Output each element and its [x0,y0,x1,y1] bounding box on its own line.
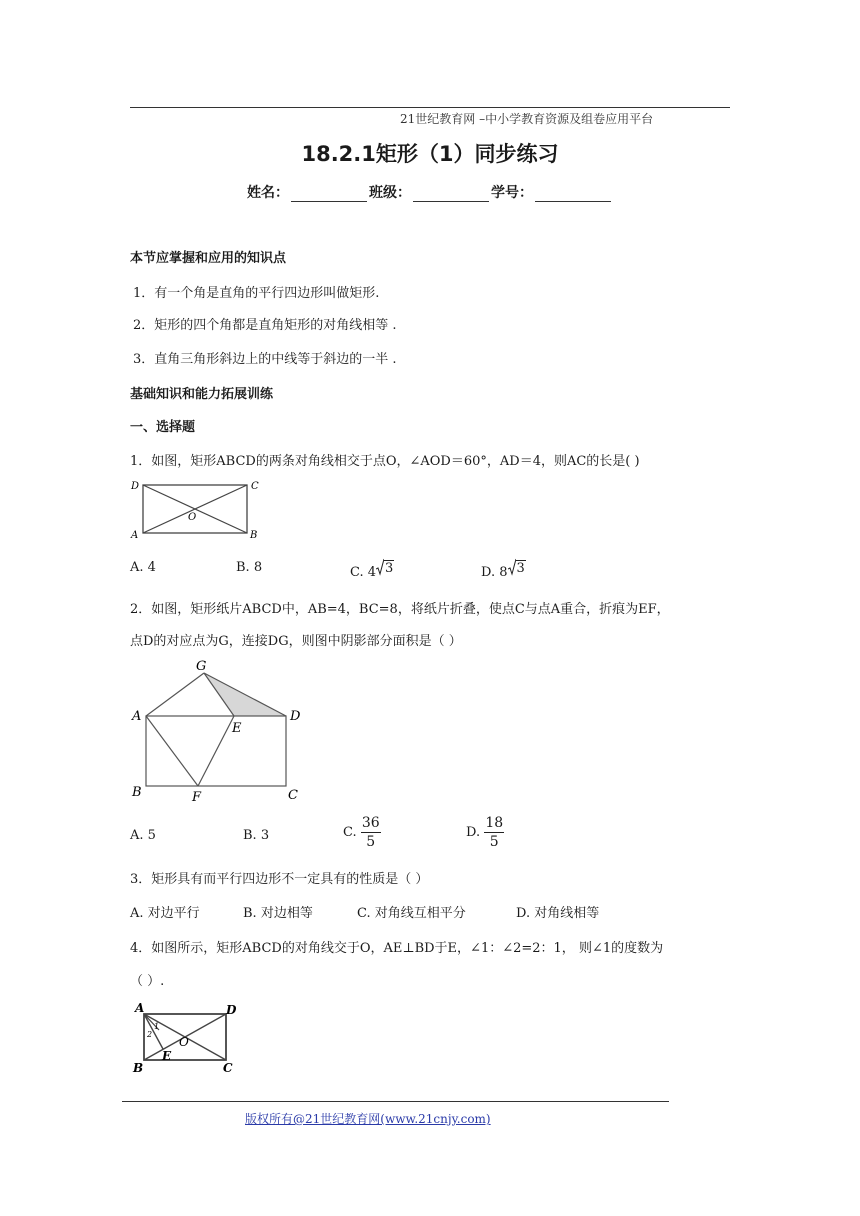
knowledge-item-1: 1．有一个角是直角的平行四边形叫做矩形. [133,286,380,301]
q1-label-a: A [131,530,139,541]
q2-label-b: B [132,785,142,800]
q2-option-a[interactable]: A. 5 [130,828,156,843]
q1-option-c-radicand: 3 [385,561,394,576]
q2-option-d-numerator: 18 [485,815,504,831]
q2-option-d[interactable] [466,814,504,851]
q3-option-d[interactable]: D. 对角线相等 [516,906,600,921]
q4-label-b: B [133,1061,144,1075]
q4-label-a: A [135,1001,145,1015]
name-blank[interactable] [291,187,367,202]
class-label: 班级： [369,185,411,201]
q4-label-d: D [226,1003,237,1017]
q1-option-d-prefix: D. 8 [481,565,508,580]
knowledge-heading: 本节应掌握和应用的知识点 [130,251,287,266]
id-label: 学号： [491,185,533,201]
footer-rule [122,1101,669,1102]
q1-text: 1．如图，矩形ABCD的两条对角线相交于点O，∠AOD＝60°，AD＝4，则AC的长是( ) [130,454,640,469]
q3-option-a[interactable]: A. 对边平行 [130,906,200,921]
q3-text: 3．矩形具有而平行四边形不一定具有的性质是（ ） [130,872,429,887]
q1-label-c: C [251,481,259,492]
q1-figure [130,476,265,542]
q1-option-d-radicand: 3 [516,561,525,576]
q4-label-angle2: 2 [147,1030,153,1039]
name-label: 姓名： [247,185,289,201]
q1-option-b[interactable]: B. 8 [236,560,263,575]
student-info-line [0,182,860,202]
q2-option-c-denominator: 5 [366,834,376,850]
q1-option-d-sqrt [508,558,526,576]
section-heading: 基础知识和能力拓展训练 [130,387,274,402]
knowledge-item-2: 2．矩形的四个角都是直角矩形的对角线相等 . [133,318,397,333]
page-title: 18.2.1矩形（1）同步练习 [301,142,559,166]
q1-label-b: B [250,530,258,541]
q2-option-d-denominator: 5 [489,834,499,850]
part-heading: 一、选择题 [130,420,196,435]
q1-option-c[interactable] [350,558,394,580]
q2-label-c: C [288,788,298,803]
q4-figure [130,1000,245,1078]
q4-label-o: O [179,1035,189,1049]
q4-label-e: E [162,1049,172,1063]
q1-label-o: O [188,512,197,523]
q2-option-d-fraction [484,814,504,851]
q2-text-line2: 点D的对应点为G，连接DG，则图中阴影部分面积是（ ） [130,634,462,649]
class-blank[interactable] [413,187,489,202]
q2-label-g: G [196,659,207,674]
q2-option-c-fraction [361,814,381,851]
q1-option-d[interactable] [481,558,526,580]
q1-option-c-prefix: C. 4 [350,565,377,580]
q1-option-c-sqrt [376,558,394,576]
q3-option-b[interactable]: B. 对边相等 [243,906,313,921]
q1-label-d: D [131,481,140,492]
knowledge-item-3: 3．直角三角形斜边上的中线等于斜边的一半 . [133,352,397,367]
q2-option-c-numerator: 36 [361,815,380,831]
q3-option-c[interactable]: C. 对角线互相平分 [357,906,466,921]
header-text: 21世纪教育网 –中小学教育资源及组卷应用平台 [400,112,654,126]
q4-text-line2: （ ）. [130,974,165,989]
q4-label-c: C [223,1061,233,1075]
q2-option-b[interactable]: B. 3 [243,828,270,843]
id-blank[interactable] [535,187,611,202]
q2-text-line1: 2．如图，矩形纸片ABCD中，AB=4，BC=8，将纸片折叠，使点C与点A重合，折痕为EF， [130,602,670,617]
q2-label-f: F [192,790,202,805]
q2-option-d-prefix: D. [466,825,481,840]
q1-option-a[interactable]: A. 4 [130,560,156,575]
q2-label-e: E [232,721,242,736]
footer-copyright-link[interactable]: 版权所有@21世纪教育网(www.21cnjy.com) [245,1112,491,1126]
q4-label-angle1: 1 [154,1022,160,1031]
header-rule [130,107,730,108]
q2-label-d: D [290,709,301,724]
q2-label-a: A [132,709,142,724]
q2-option-c[interactable] [343,814,381,851]
q2-figure [128,656,308,806]
q4-text-line1: 4．如图所示，矩形ABCD的对角线交于O，AE⊥BD于E，∠1：∠2=2：1， 则∠1的度数为 [130,941,664,956]
q2-option-c-prefix: C. [343,825,357,840]
